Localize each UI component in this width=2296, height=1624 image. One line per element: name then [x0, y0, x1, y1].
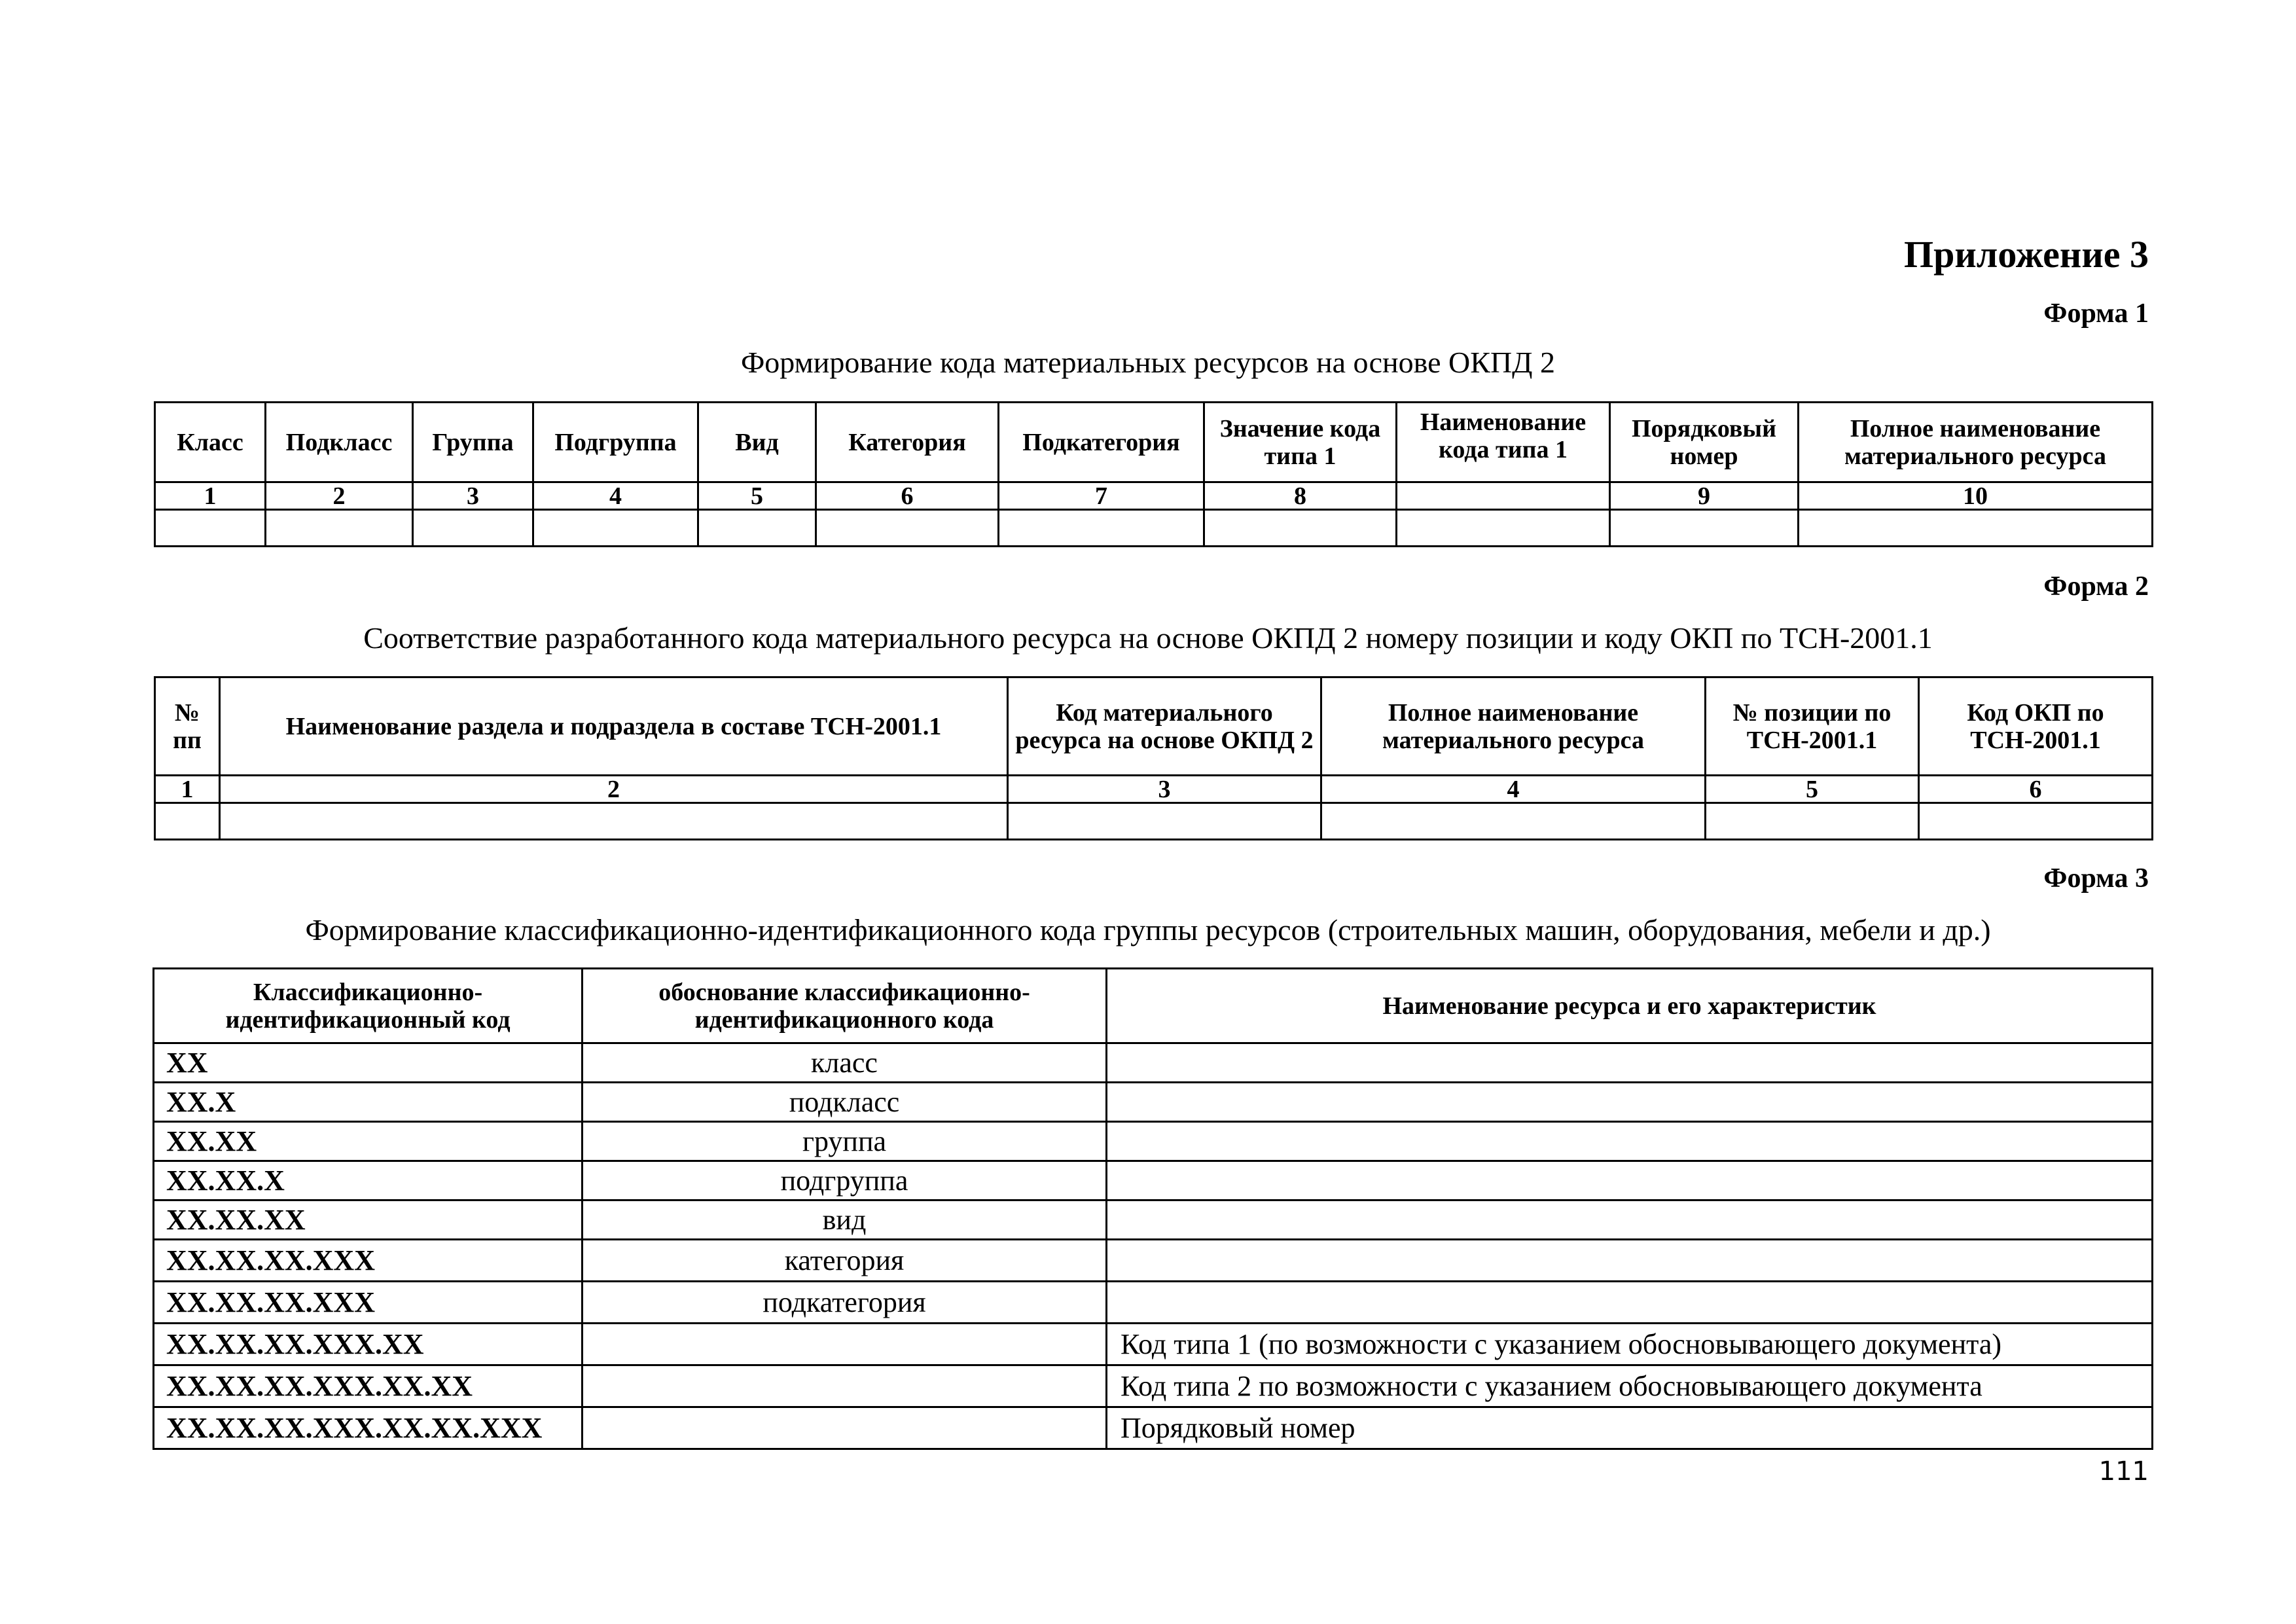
- basis-cell: [583, 1407, 1107, 1449]
- form1-empty-row: [155, 510, 2153, 547]
- basis-cell: [583, 1365, 1107, 1407]
- form1-number-cell: [1397, 482, 1610, 510]
- form1-number-cell: 3: [413, 482, 533, 510]
- form1-number-cell: 10: [1799, 482, 2153, 510]
- form3-label: Форма 3: [2043, 863, 2149, 893]
- basis-cell: категория: [583, 1240, 1107, 1282]
- form2-number-cell: 1: [155, 776, 220, 803]
- code-cell: XX.XX.XX.XXX: [154, 1240, 583, 1282]
- form1-header-cell: Полное наименование материального ресурса: [1799, 403, 2153, 482]
- form1-number-cell: 8: [1204, 482, 1397, 510]
- form3-caption: Формирование классификационно-идентификационного кода группы ресурсов (строительных машин, оборудования, мебели и др.): [305, 913, 1991, 947]
- form3-header-row: [154, 969, 2153, 1043]
- table-row: [154, 1200, 2153, 1240]
- code-cell: XX.XX.XX.XXX.XX: [154, 1324, 583, 1365]
- table-row: [154, 1083, 2153, 1122]
- resource-name-cell: [1107, 1122, 2153, 1161]
- form2-header-cell: Код материального ресурса на основе ОКПД 2: [1008, 677, 1321, 776]
- form1-number-cell: 6: [816, 482, 999, 510]
- resource-name-cell: [1107, 1200, 2153, 1240]
- form1-number-cell: 9: [1610, 482, 1799, 510]
- form2-number-cell: 2: [220, 776, 1008, 803]
- form2-number-cell: 4: [1321, 776, 1706, 803]
- table-row: [154, 1161, 2153, 1200]
- form3-header-cell: Классификационно-идентификационный код: [154, 969, 583, 1043]
- form1-header-cell: Значение кода типа 1: [1204, 403, 1397, 482]
- form2-number-cell: 5: [1706, 776, 1919, 803]
- code-cell: XX.XX.XX.XXX: [154, 1282, 583, 1324]
- form1-header-cell: Категория: [816, 403, 999, 482]
- form1-number-cell: 1: [155, 482, 266, 510]
- resource-name-cell: Код типа 1 (по возможности с указанием обосновывающего документа): [1107, 1324, 2153, 1365]
- resource-name-cell: [1107, 1043, 2153, 1083]
- basis-cell: подкатегория: [583, 1282, 1107, 1324]
- table-row: [154, 1365, 2153, 1407]
- form2-table: [154, 676, 2153, 840]
- form2-number-row: [155, 776, 2153, 803]
- form1-header-cell: Подкласс: [266, 403, 413, 482]
- table-row: [154, 1240, 2153, 1282]
- form1-header-cell: Вид: [698, 403, 816, 482]
- form3-header-cell: Наименование ресурса и его характеристик: [1107, 969, 2153, 1043]
- code-cell: XX.X: [154, 1083, 583, 1122]
- form1-table: [154, 401, 2153, 547]
- basis-cell: группа: [583, 1122, 1107, 1161]
- form2-header-cell: № позиции по ТСН-2001.1: [1706, 677, 1919, 776]
- page-number: 111: [2098, 1456, 2149, 1487]
- form1-number-cell: 7: [999, 482, 1204, 510]
- form1-header-cell: Наименование кода типа 1: [1397, 403, 1610, 482]
- form3-header-cell: обоснование классификационно-идентификационного кода: [583, 969, 1107, 1043]
- form1-header-cell: Класс: [155, 403, 266, 482]
- form2-number-cell: 3: [1008, 776, 1321, 803]
- basis-cell: подкласс: [583, 1083, 1107, 1122]
- form1-header-row: [155, 403, 2153, 482]
- form2-label: Форма 2: [2043, 571, 2149, 602]
- table-row: [154, 1407, 2153, 1449]
- form3-table: [152, 967, 2153, 1450]
- code-cell: XX: [154, 1043, 583, 1083]
- basis-cell: [583, 1324, 1107, 1365]
- form2-header-cell: № пп: [155, 677, 220, 776]
- code-cell: XX.XX: [154, 1122, 583, 1161]
- form1-number-cell: 4: [533, 482, 698, 510]
- basis-cell: вид: [583, 1200, 1107, 1240]
- code-cell: XX.XX.XX.XXX.XX.XX: [154, 1365, 583, 1407]
- form1-header-cell: Группа: [413, 403, 533, 482]
- basis-cell: подгруппа: [583, 1161, 1107, 1200]
- table-row: [154, 1043, 2153, 1083]
- table-row: [154, 1324, 2153, 1365]
- form2-header-row: [155, 677, 2153, 776]
- form2-header-cell: Код ОКП по ТСН-2001.1: [1919, 677, 2153, 776]
- form2-header-cell: Полное наименование материального ресурса: [1321, 677, 1706, 776]
- resource-name-cell: [1107, 1240, 2153, 1282]
- form1-number-cell: 5: [698, 482, 816, 510]
- form1-header-cell: Подкатегория: [999, 403, 1204, 482]
- form1-number-cell: 2: [266, 482, 413, 510]
- code-cell: XX.XX.X: [154, 1161, 583, 1200]
- form2-caption: Соответствие разработанного кода материального ресурса на основе ОКПД 2 номеру позиции и коду ОКП по ТСН-2001.1: [363, 621, 1933, 655]
- resource-name-cell: [1107, 1083, 2153, 1122]
- resource-name-cell: Код типа 2 по возможности с указанием обосновывающего документа: [1107, 1365, 2153, 1407]
- form1-label: Форма 1: [2043, 298, 2149, 329]
- code-cell: XX.XX.XX: [154, 1200, 583, 1240]
- form1-number-row: [155, 482, 2153, 510]
- form1-header-cell: Порядковый номер: [1610, 403, 1799, 482]
- resource-name-cell: [1107, 1161, 2153, 1200]
- resource-name-cell: Порядковый номер: [1107, 1407, 2153, 1449]
- table-row: [154, 1122, 2153, 1161]
- resource-name-cell: [1107, 1282, 2153, 1324]
- table-row: [154, 1282, 2153, 1324]
- appendix-title: Приложение 3: [1904, 233, 2149, 276]
- form1-caption: Формирование кода материальных ресурсов на основе ОКПД 2: [740, 346, 1556, 379]
- basis-cell: класс: [583, 1043, 1107, 1083]
- form1-header-cell: Подгруппа: [533, 403, 698, 482]
- form2-header-cell: Наименование раздела и подраздела в составе ТСН-2001.1: [220, 677, 1008, 776]
- code-cell: XX.XX.XX.XXX.XX.XX.XXX: [154, 1407, 583, 1449]
- form2-number-cell: 6: [1919, 776, 2153, 803]
- form2-empty-row: [155, 803, 2153, 840]
